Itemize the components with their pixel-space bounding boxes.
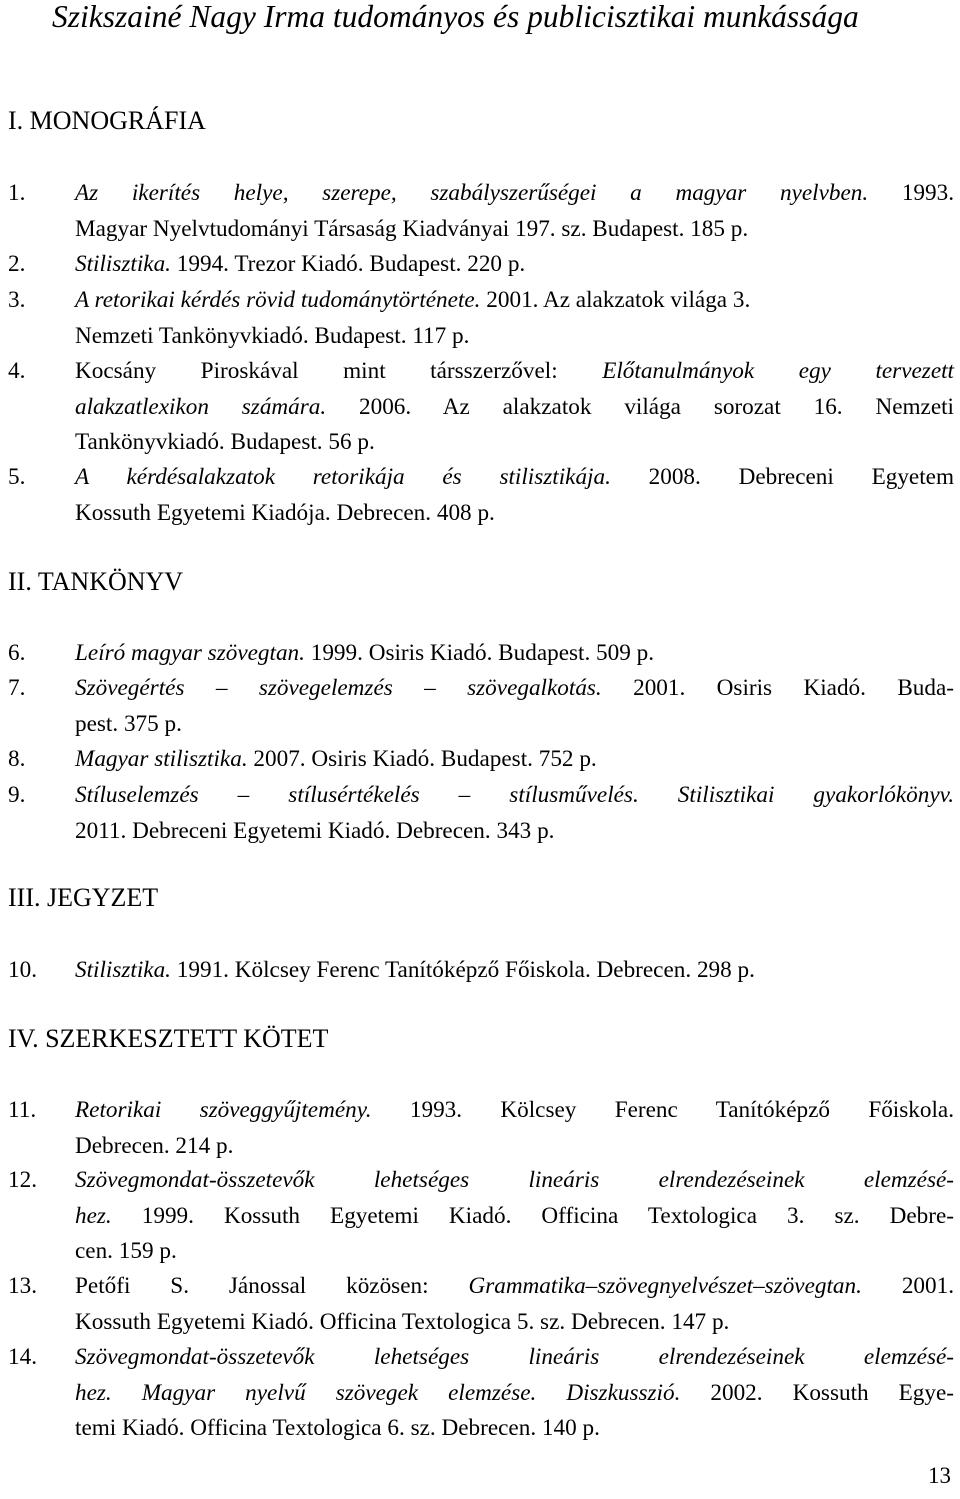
list-item: 2. Stilisztika. 1994. Trezor Kiadó. Budapest. 220 p. [8,247,954,283]
item-number: 9. [8,782,26,808]
item-title: Magyar stilisztika. [75,746,248,772]
item-details: pest. 375 p. [75,710,182,737]
list-item: 10. Stilisztika. 1991. Kölcsey Ferenc Tanítóképző Főiskola. Debrecen. 298 p. [8,953,954,989]
item-details: cen. 159 p. [75,1238,177,1264]
item-number: 5. [8,464,26,490]
item-title: Leíró magyar szövegtan. [75,640,305,666]
item-title: Retorikai szöveggyűjtemény. [75,1097,372,1123]
item-number: 2. [8,251,26,277]
item-details: Debrecen. 214 p. [75,1132,234,1159]
page-title: Szikszainé Nagy Irma tudományos és publicisztikai munkássága [52,0,859,34]
item-details: temi Kiadó. Officina Textologica 6. sz. Debrecen. 140 p. [75,1415,600,1441]
item-number: 8. [8,746,26,772]
list-item: 12. Szövegmondat-összetevők lehetséges lineáris elrendezéseinek elemzésé- hez. 1999. Kossuth Egyetemi Kiadó. Officina Textologica 3. sz. Debre- cen. 159 p. [8,1163,954,1270]
item-details: Nemzeti Tankönyvkiadó. Budapest. 117 p. [75,322,470,349]
item-details: Magyar Nyelvtudományi Társaság Kiadványai 197. sz. Budapest. 185 p. [75,215,749,242]
item-number: 4. [8,358,26,384]
item-title: Szövegmondat-összetevők lehetséges lineáris elrendezéseinek elemzésé- [75,1167,954,1193]
item-number: 7. [8,675,26,701]
list-item: 13. Petőfi S. Jánossal közösen: Grammatika–szövegnyelvészet–szövegtan. 2001. Kossuth Egyetemi Kiadó. Officina Textologica 5. sz. Debrecen. 147 p. [8,1269,954,1340]
item-title: A retorikai kérdés rövid tudománytörténete. [75,287,481,313]
item-number: 12. [8,1167,37,1193]
item-title: Szövegmondat-összetevők lehetséges lineáris elrendezéseinek elemzésé- [75,1344,954,1370]
item-title: Stilisztika. [75,957,171,983]
list-item: 5. A kérdésalakzatok retorikája és stilisztikája. 2008. Debreceni Egyetem Kossuth Egyetemi Kiadója. Debrecen. 408 p. [8,460,954,531]
item-number: 10. [8,957,37,983]
item-number: 1. [8,180,26,206]
item-title: Stilisztika. [75,251,171,277]
section-heading-szerkesztett-kotet: IV. SZERKESZTETT KÖTET [8,1024,329,1053]
item-title: Stíluselemzés – stílusértékelés – stílusművelés. Stilisztikai gyakorlókönyv. [75,782,954,808]
list-item [8,778,954,849]
item-details: Kossuth Egyetemi Kiadó. Officina Textologica 5. sz. Debrecen. 147 p. [75,1308,730,1335]
item-title: Szövegértés – szövegelemzés – szövegalkotás. [75,675,602,701]
item-details: Tankönyvkiadó. Budapest. 56 p. [75,429,375,455]
item-title: Az ikerítés helye, szerepe, szabályszerűségei a magyar nyelvben. [75,180,869,206]
item-number: 6. [8,640,26,666]
list-item: 8. Magyar stilisztika. 2007. Osiris Kiadó. Budapest. 752 p. [8,742,954,778]
list-item: 6. Leíró magyar szövegtan. 1999. Osiris Kiadó. Budapest. 509 p. [8,636,954,672]
item-title: Előtanulmányok egy tervezett [602,358,954,384]
list-item: 4. Kocsány Piroskával mint társszerzővel: Előtanulmányok egy tervezett alakzatlexikon számára. 2006. Az alakzatok világa sorozat 16. Nemzeti Tankönyvkiadó. Budapest. 56 p. [8,354,954,461]
section-heading-monografia: I. MONOGRÁFIA [8,106,206,135]
list-item: 14. Szövegmondat-összetevők lehetséges lineáris elrendezéseinek elemzésé- hez. Magyar nyelvű szövegek elemzése. Diszkusszió. 2002. Kossuth Egye- temi Kiadó. Officina Textologica 6. sz. Debrecen. 140 p. [8,1340,954,1447]
list-item: 11. Retorikai szöveggyűjtemény. 1993. Kölcsey Ferenc Tanítóképző Főiskola. Debrecen. 214 p. [8,1093,954,1164]
item-number: 13. [8,1273,37,1299]
item-title: A kérdésalakzatok retorikája és stilisztikája. [75,464,611,490]
item-details: Kossuth Egyetemi Kiadója. Debrecen. 408 p. [75,499,495,526]
section-heading-tankonyv: II. TANKÖNYV [8,567,184,596]
list-item: 3. A retorikai kérdés rövid tudománytörténete. 2001. Az alakzatok világa 3. Nemzeti Tankönyvkiadó. Budapest. 117 p. [8,283,954,354]
list-item: 1. Az ikerítés helye, szerepe, szabályszerűségei a magyar nyelvben. 1993. Magyar Nyelvtudományi Társaság Kiadványai 197. sz. Budapest. 185 p. [8,176,954,247]
item-title: Grammatika–szövegnyelvészet–szövegtan. [468,1273,862,1299]
item-number: 14. [8,1344,37,1370]
section-heading-jegyzet: III. JEGYZET [8,883,159,912]
item-number: 11. [8,1097,37,1123]
item-number: 3. [8,287,26,313]
page-number: 13 [928,1463,951,1488]
list-item: 7. Szövegértés – szövegelemzés – szövegalkotás. 2001. Osiris Kiadó. Buda- pest. 375 p. [8,671,954,742]
item-details: 2011. Debreceni Egyetemi Kiadó. Debrecen. 343 p. [75,817,555,844]
